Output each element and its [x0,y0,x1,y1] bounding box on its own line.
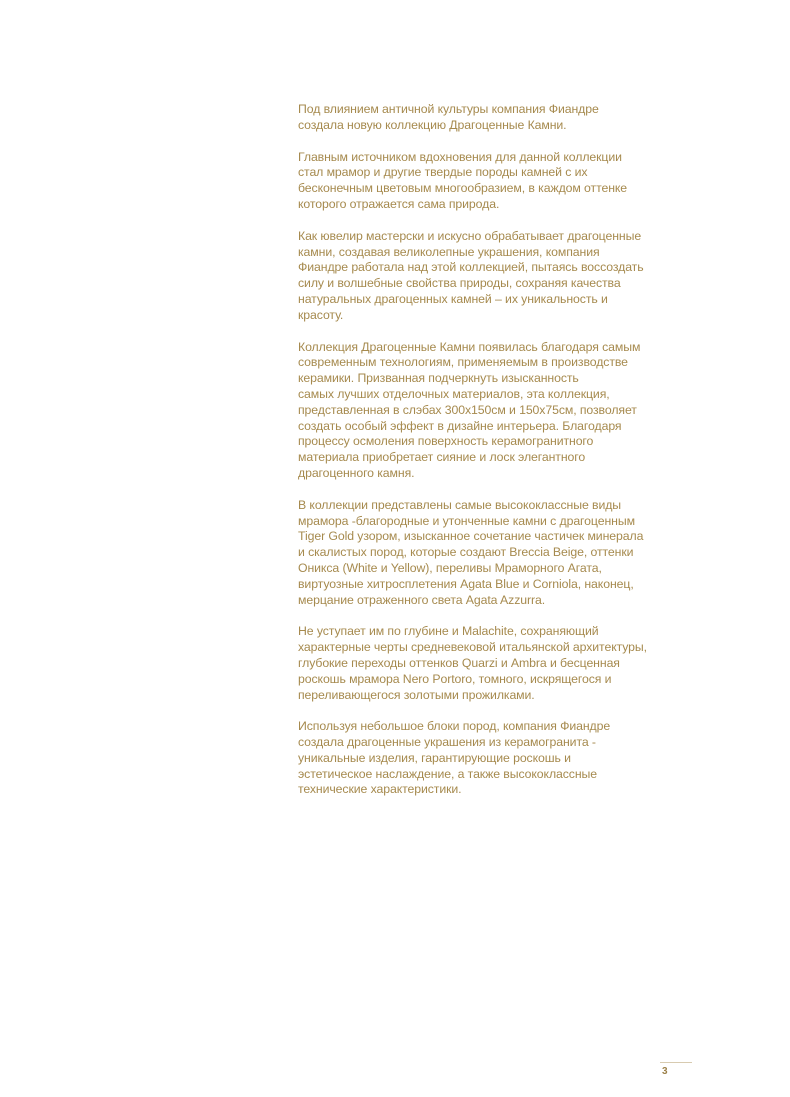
text-line: характерные черты средневековой итальянской архитектуры, [298,640,647,655]
text-line: стал мрамор и другие твердые породы камней с их [298,165,588,180]
text-line: представленная в слэбах 300x150см и 150x75см, позволяет [298,402,637,417]
text-line: В коллекции представлены самые высококлассные виды [298,497,622,512]
paragraph [298,229,698,324]
paragraph [298,498,698,609]
text-line: материала приобретает сияние и лоск элегантного [298,450,586,465]
footer-divider [660,1062,692,1063]
text-line: Под влиянием античной культуры компания Фиандре [298,102,599,116]
text-line: камни, создавая великолепные украшения, компания [298,244,600,259]
text-line: Главным источником вдохновения для данной коллекции [298,149,622,164]
paragraph [298,719,698,798]
text-line: Оникса (White и Yellow), переливы Мраморного Агата, [298,560,602,575]
text-line: которого отражается сама природа. [298,196,500,211]
article-body [298,102,698,814]
text-line: создала новую коллекцию Драгоценные Камни. [298,117,567,132]
text-line: красоту. [298,307,344,322]
text-line: процессу осмоления поверхность керамогранитного [298,434,594,449]
paragraph [298,340,698,482]
text-line: уникальные изделия, гарантирующие роскошь и [298,750,571,765]
text-line: Используя небольшое блоки пород, компания Фиандре [298,719,611,734]
text-line: Tiger Gold узором, изысканное сочетание частичек минерала [298,529,644,544]
text-line: глубокие переходы оттенков Quarzi и Ambra и бесценная [298,655,620,670]
text-line: бесконечным цветовым многообразием, в каждом оттенке [298,181,628,196]
text-line: Фиандре работала над этой коллекцией, пытаясь воссоздать [298,260,644,275]
text-line: виртуозные хитросплетения Agata Blue и Corniola, наконец, [298,576,634,591]
text-line: создать особый эффект в дизайне интерьера. Благодаря [298,418,622,433]
text-line: и скалистых пород, которые создают Breccia Beige, оттенки [298,545,634,560]
text-line: переливающегося золотыми прожилками. [298,687,535,702]
text-line: драгоценного камня. [298,465,415,480]
text-line: Не уступает им по глубине и Malachite, сохраняющий [298,624,599,639]
text-line: самых лучших отделочных материалов, эта коллекция, [298,386,610,401]
text-line: эстетическое наслаждение, а также высококлассные [298,766,598,781]
page-number: 3 [662,1066,668,1077]
text-line: силу и волшебные свойства природы, сохраняя качества [298,276,621,291]
text-line: керамики. Призванная подчеркнуть изысканность [298,371,579,386]
text-line: технические характеристики. [298,782,462,797]
paragraph [298,150,698,213]
text-line: создала драгоценные украшения из керамогранита - [298,735,596,750]
paragraph [298,102,698,134]
text-line: мерцание отраженного света Agata Azzurra. [298,592,546,607]
text-line: Коллекция Драгоценные Камни появилась благодаря самым [298,339,641,354]
text-line: роскошь мрамора Nero Portoro, томного, искрящегося и [298,671,612,686]
text-line: мрамора -благородные и утонченные камни с драгоценным [298,513,635,528]
text-line: современным технологиям, применяемым в производстве [298,355,628,370]
text-line: натуральных драгоценных камней – их уникальность и [298,291,608,306]
paragraph [298,624,698,703]
text-line: Как ювелир мастерски и искусно обрабатывает драгоценные [298,228,642,243]
